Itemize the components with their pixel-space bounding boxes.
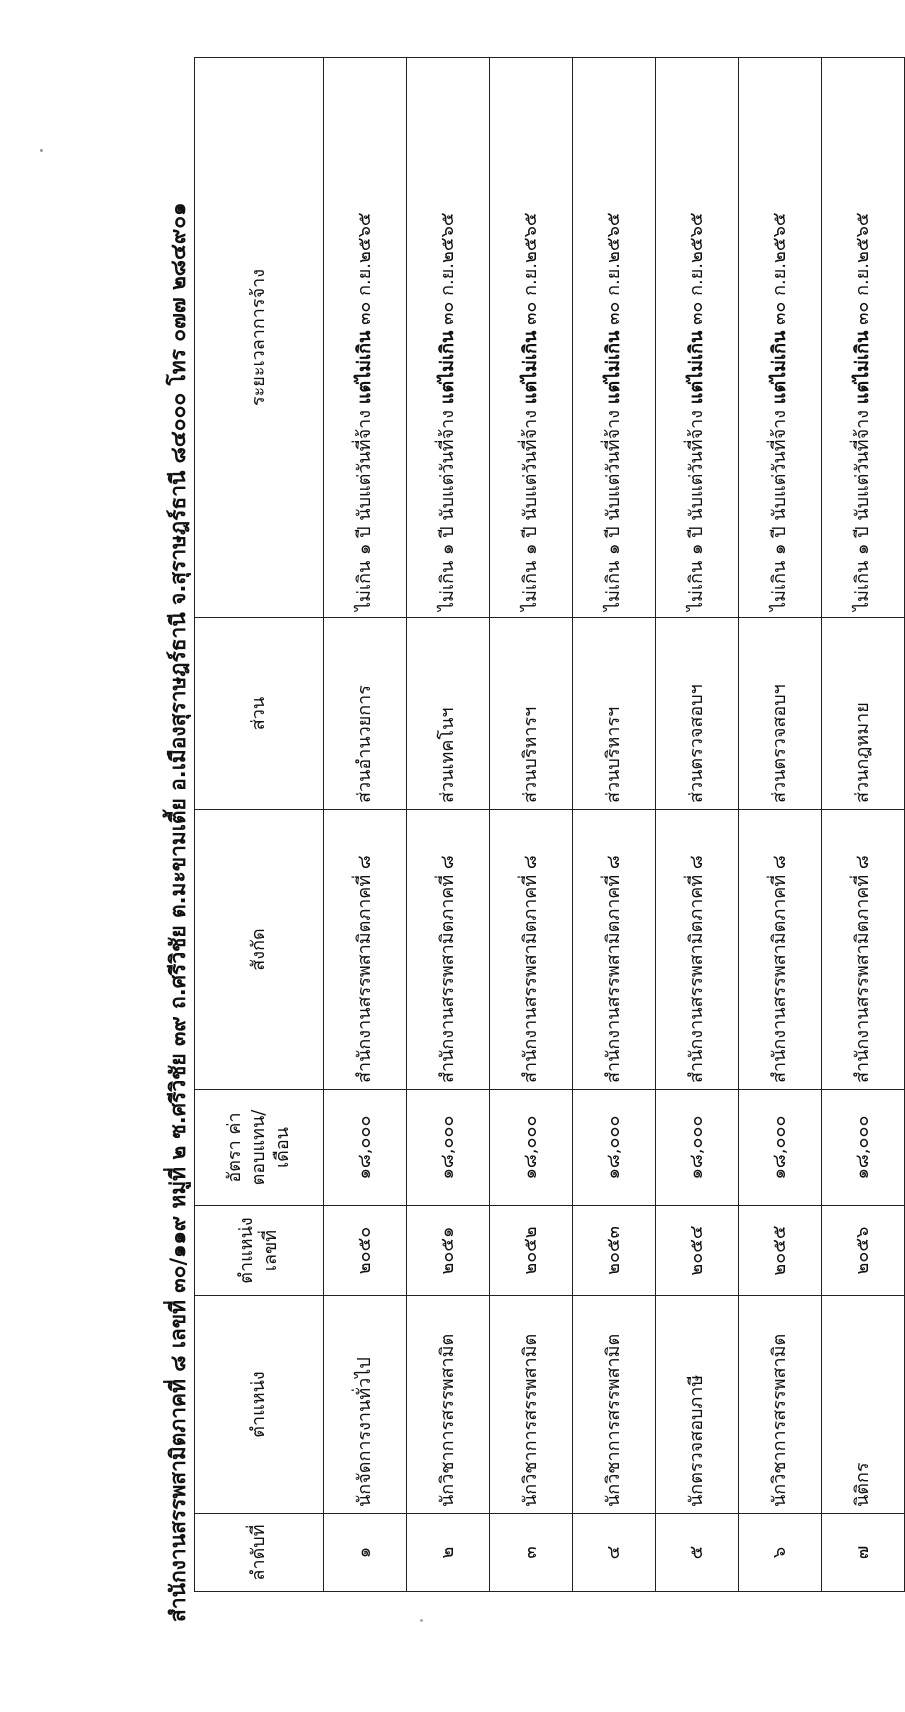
table-header-row — [195, 58, 324, 1592]
row-section: ส่วนตรวจสอบฯ — [656, 618, 739, 810]
row-number: ๒๐๕๖ — [822, 1206, 905, 1296]
term-limit: แต่ไม่เกิน — [437, 330, 458, 405]
row-position: นักวิชาการสรรพสามิต — [739, 1296, 822, 1514]
term-start: ไม่เกิน ๑ ปี นับแต่วันที่จ้าง — [603, 404, 624, 611]
row-no: ๒ — [407, 1514, 490, 1592]
positions-table — [194, 57, 905, 1592]
term-end: ๓๐ ก.ย.๒๕๖๕ — [769, 212, 790, 331]
term-end: ๓๐ ก.ย.๒๕๖๕ — [686, 212, 707, 331]
row-number: ๒๐๕๑ — [407, 1206, 490, 1296]
row-position: นักวิชาการสรรพสามิต — [407, 1296, 490, 1514]
row-section: ส่วนเทคโนฯ — [407, 618, 490, 810]
term-start: ไม่เกิน ๑ ปี นับแต่วันที่จ้าง — [769, 404, 790, 611]
table-row — [739, 58, 822, 1592]
row-no: ๓ — [490, 1514, 573, 1592]
row-salary: ๑๘,๐๐๐ — [490, 1090, 573, 1206]
row-agency: สำนักงานสรรพสามิตภาคที่ ๘ — [324, 810, 407, 1090]
term-start: ไม่เกิน ๑ ปี นับแต่วันที่จ้าง — [354, 404, 375, 611]
table-row — [656, 58, 739, 1592]
row-no: ๖ — [739, 1514, 822, 1592]
term-limit: แต่ไม่เกิน — [520, 330, 541, 405]
row-term — [324, 58, 407, 618]
term-limit: แต่ไม่เกิน — [603, 330, 624, 405]
row-term — [822, 58, 905, 618]
term-end: ๓๐ ก.ย.๒๕๖๕ — [437, 212, 458, 331]
row-salary: ๑๘,๐๐๐ — [822, 1090, 905, 1206]
row-no: ๕ — [656, 1514, 739, 1592]
row-section: ส่วนบริหารฯ — [490, 618, 573, 810]
col-header-number: ตำแหน่ง เลขที่ — [195, 1206, 324, 1296]
term-end: ๓๐ ก.ย.๒๕๖๕ — [603, 212, 624, 331]
term-limit: แต่ไม่เกิน — [686, 330, 707, 405]
row-term — [407, 58, 490, 618]
table-row — [573, 58, 656, 1592]
row-term — [656, 58, 739, 618]
term-start: ไม่เกิน ๑ ปี นับแต่วันที่จ้าง — [520, 404, 541, 611]
row-salary: ๑๘,๐๐๐ — [573, 1090, 656, 1206]
col-header-position: ตำแหน่ง — [195, 1296, 324, 1514]
table-row — [490, 58, 573, 1592]
term-end: ๓๐ ก.ย.๒๕๖๕ — [520, 212, 541, 331]
row-agency: สำนักงานสรรพสามิตภาคที่ ๘ — [407, 810, 490, 1090]
row-number: ๒๐๕๓ — [573, 1206, 656, 1296]
term-limit: แต่ไม่เกิน — [354, 330, 375, 405]
row-term — [573, 58, 656, 618]
table-row — [407, 58, 490, 1592]
col-header-no: ลำดับที่ — [195, 1514, 324, 1592]
table-row — [822, 58, 905, 1592]
row-agency: สำนักงานสรรพสามิตภาคที่ ๘ — [490, 810, 573, 1090]
row-section: ส่วนตรวจสอบฯ — [739, 618, 822, 810]
row-number: ๒๐๕๔ — [656, 1206, 739, 1296]
row-number: ๒๐๕๐ — [324, 1206, 407, 1296]
col-header-term: ระยะเวลาการจ้าง — [195, 58, 324, 618]
term-limit: แต่ไม่เกิน — [769, 330, 790, 405]
row-term — [490, 58, 573, 618]
row-section: ส่วนอำนวยการ — [324, 618, 407, 810]
row-no: ๗ — [822, 1514, 905, 1592]
row-salary: ๑๘,๐๐๐ — [407, 1090, 490, 1206]
row-position: นักวิชาการสรรพสามิต — [490, 1296, 573, 1514]
row-agency: สำนักงานสรรพสามิตภาคที่ ๘ — [739, 810, 822, 1090]
col-header-salary: อัตรา ค่าตอบแทน/ เดือน — [195, 1090, 324, 1206]
row-salary: ๑๘,๐๐๐ — [324, 1090, 407, 1206]
row-position: นักวิชาการสรรพสามิต — [573, 1296, 656, 1514]
col-header-agency: สังกัด — [195, 810, 324, 1090]
row-agency: สำนักงานสรรพสามิตภาคที่ ๘ — [573, 810, 656, 1090]
term-end: ๓๐ ก.ย.๒๕๖๕ — [354, 212, 375, 331]
row-salary: ๑๘,๐๐๐ — [739, 1090, 822, 1206]
term-end: ๓๐ ก.ย.๒๕๖๕ — [852, 212, 873, 331]
row-number: ๒๐๕๕ — [739, 1206, 822, 1296]
row-number: ๒๐๕๒ — [490, 1206, 573, 1296]
row-agency: สำนักงานสรรพสามิตภาคที่ ๘ — [656, 810, 739, 1090]
row-term — [739, 58, 822, 618]
col-header-section: ส่วน — [195, 618, 324, 810]
scan-speck — [40, 149, 43, 152]
row-no: ๔ — [573, 1514, 656, 1592]
row-salary: ๑๘,๐๐๐ — [656, 1090, 739, 1206]
row-agency: สำนักงานสรรพสามิตภาคที่ ๘ — [822, 810, 905, 1090]
row-section: ส่วนบริหารฯ — [573, 618, 656, 810]
term-limit: แต่ไม่เกิน — [852, 330, 873, 405]
office-address-header: สำนักงานสรรพสามิตภาคที่ ๘ เลขที่ ๓๐/๑๑๙ หมู่ที่ ๒ ซ.ศรีวิชัย ๓๙ ถ.ศรีวิชัย ต.มะขามเตี้ย อ.เมืองสุราษฎร์ธานี จ.สุราษฎร์ธานี ๘๔๐๐๐ โทร ๐๗๗ ๒๘๔๙๐๑ — [166, 202, 190, 1622]
row-section: ส่วนกฎหมาย — [822, 618, 905, 810]
row-no: ๑ — [324, 1514, 407, 1592]
term-start: ไม่เกิน ๑ ปี นับแต่วันที่จ้าง — [437, 404, 458, 611]
term-start: ไม่เกิน ๑ ปี นับแต่วันที่จ้าง — [852, 404, 873, 611]
table-row — [324, 58, 407, 1592]
row-position: นักจัดการงานทั่วไป — [324, 1296, 407, 1514]
row-position: นักตรวจสอบภาษี — [656, 1296, 739, 1514]
scan-speck — [420, 1619, 423, 1622]
row-position: นิติกร — [822, 1296, 905, 1514]
term-start: ไม่เกิน ๑ ปี นับแต่วันที่จ้าง — [686, 404, 707, 611]
